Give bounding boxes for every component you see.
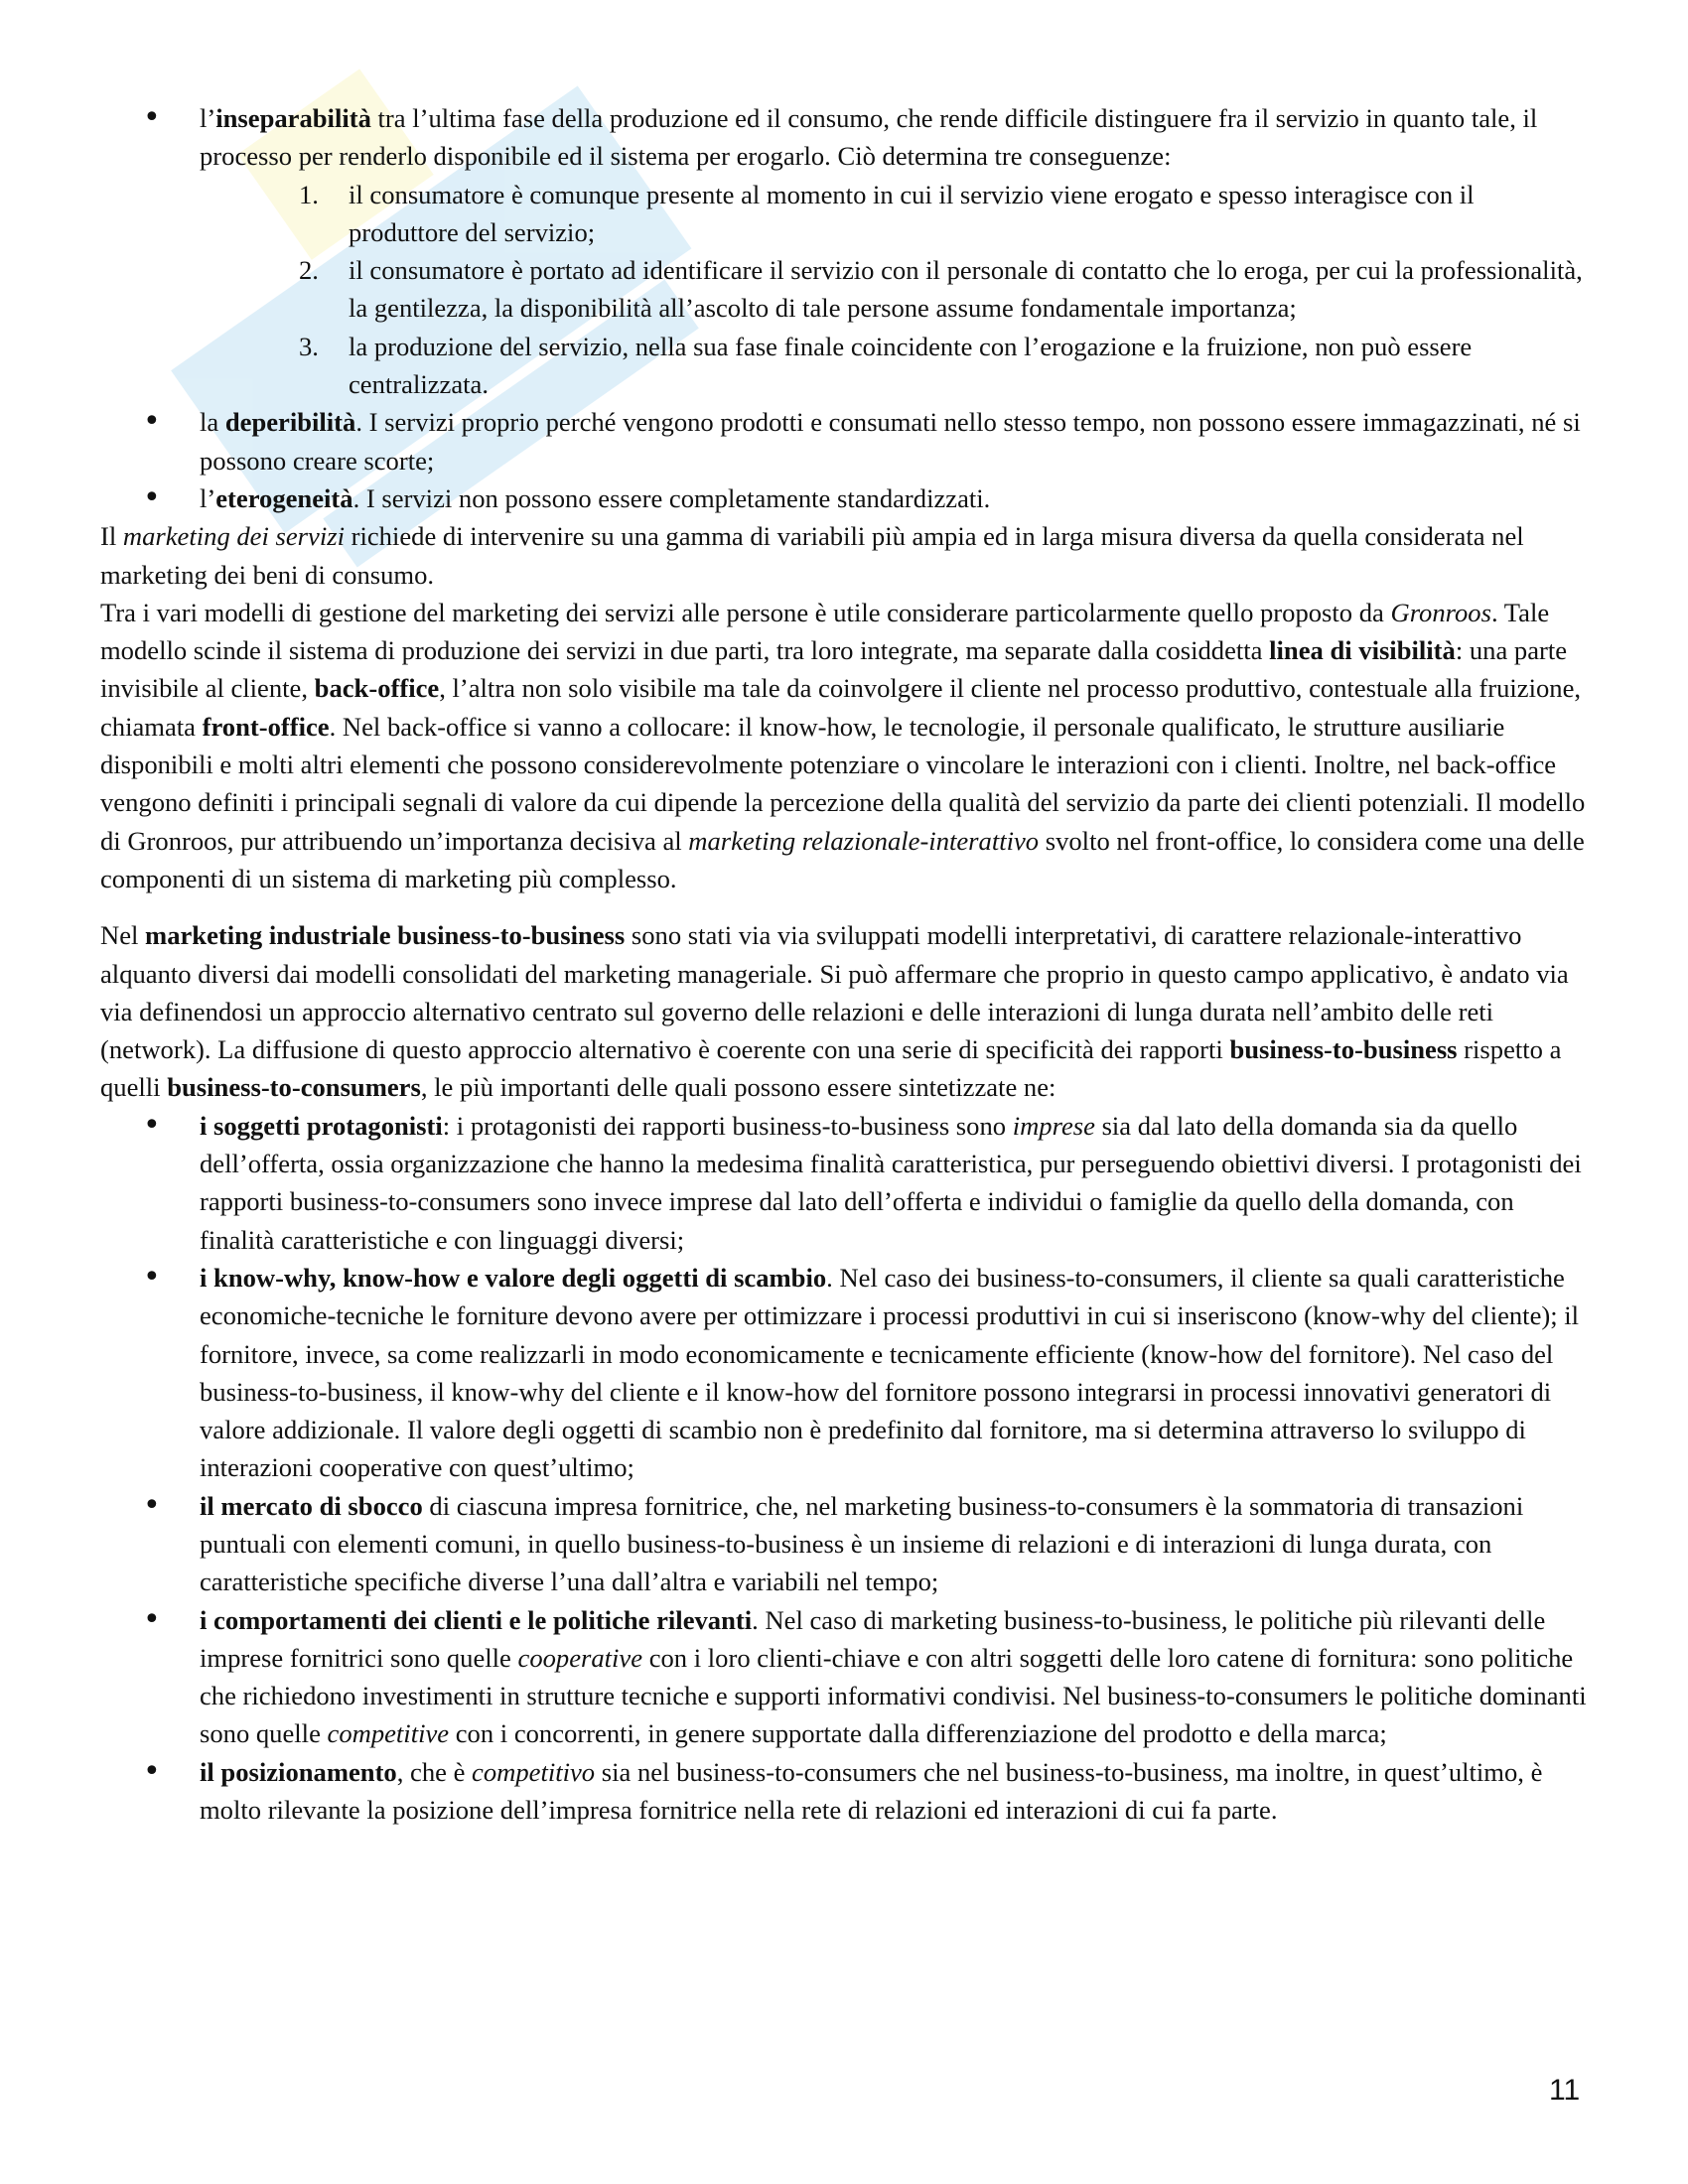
document-page [100,99,1588,1829]
list-item [100,1753,1588,1830]
bullet-text [200,483,990,513]
text-run: svolto nel front-office, lo considera come una delle componenti di un sistema di marketing più complesso. [100,825,1585,893]
bold-text: marketing industriale business-to-business [145,920,626,951]
consequences-list [200,176,1588,404]
text-run: : i protagonisti dei rapporti business-to-business sono [442,1110,1013,1141]
text-run: , l’altra non solo visibile ma tale da coinvolgere il cliente nel processo produttivo, contestuale alla fruizione, chiamata [100,673,1582,742]
bullet-text [200,1491,1523,1597]
bold-text: linea di visibilità [1269,635,1456,666]
text-run: sono stati via via sviluppati modelli interpretativi, di carattere relazionale-interattivo alquanto diversi dai modelli consolidati del marketing manageriale. Si può affermare che proprio in questo campo applicativo, è andato via via definendosi un approccio alternativo centrato sul governo delle relazioni e delle interazioni di lunga durata nell’ambito delle reti (network). La diffusione di questo approccio alternativo è coerente con una serie di specificità dei rapporti [100,920,1569,1065]
bold-text: il mercato di sbocco [200,1490,423,1521]
text-run: sia dal lato della domanda sia da quello dell’offerta, ossia organizzazione che hanno la medesima finalità caratteristica, pur perseguendo obiettivi diversi. I protagonisti dei rapporti business-to-consumers sono invece imprese dal lato dell’offerta e individui o famiglie da quello della domanda, con finalità caratteristiche e con linguaggi diversi; [200,1110,1582,1255]
item-number: 3. [299,331,319,361]
bullet-text [200,1111,1582,1255]
text-run: Nel [100,920,146,951]
item-number: 2. [299,255,319,286]
italic-text: marketing relazionale-interattivo [688,825,1040,856]
list-item [100,328,1588,404]
text-run: . I servizi proprio perché vengono prodotti e consumati nello stesso tempo, non possono essere immagazzinati, né si possono creare scorte; [200,407,1581,476]
text-run: . I servizi non possono essere completamente standardizzati. [352,482,991,513]
text-run: sia nel business-to-consumers che nel business-to-business, ma inoltre, in quest’ultimo, è molto rilevante la posizione dell’impresa fornitrice nella rete di relazioni ed interazioni di cui fa parte. [200,1756,1543,1826]
paragraph-marketing-servizi [100,517,1588,594]
bullet-text [200,1605,1587,1749]
list-item [100,1487,1588,1601]
italic-text: competitive [327,1718,450,1749]
item-text: il consumatore è portato ad identificare il servizio con il personale di contatto che lo eroga, per cui la professionalità, la gentilezza, la disponibilità all’ascolto di tale persone assume fondamentale importanza; [349,255,1583,324]
text-run: con i loro clienti-chiave e con altri soggetti delle loro catene di fornitura: sono politiche che richiedono investimenti in strutture tecniche e supporti informativi condivisi. Nel business-to-consumers le politiche dominanti sono quelle [200,1642,1587,1749]
item-number: 1. [299,179,319,209]
text-run: , che è [396,1756,473,1787]
italic-text: marketing dei servizi [122,521,345,552]
bold-text: front-office [202,711,330,742]
text-run: tra l’ultima fase della produzione ed il consumo, che rende difficile distinguere fra il servizio in quanto tale, il processo per renderlo disponibile ed il sistema per erogarlo. Ciò determina tre conseguenze: [200,103,1538,172]
page-number: 11 [1549,2074,1581,2107]
bold-text: business-to-business [1229,1034,1458,1065]
item-text: il consumatore è comunque presente al momento in cui il servizio viene erogato e spesso interagisce con il produttore del servizio; [349,179,1475,247]
text-run: : una parte invisibile al cliente, [100,635,1568,704]
list-item [100,1259,1588,1487]
list-item [100,99,1588,403]
text-run: . Tale modello scinde il sistema di produzione dei servizi in due parti, tra loro integrate, ma separate dalla cosiddetta [100,597,1550,666]
text-run: l’ [200,482,216,513]
paragraph-b2b [100,916,1588,1106]
bold-text: i soggetti protagonisti [200,1110,443,1141]
text-run: . Nel back-office si vanno a collocare: il know-how, le tecnologie, il personale qualificato, le strutture ausiliarie disponibili e molti altri elementi che possono considerevolmente potenziare o vincolare le interazioni con i clienti. Inoltre, nel back-office vengono definiti i principali segnali di valore da cui dipende la percezione della qualità del servizio da parte dei clienti potenziali. Il modello di Gronroos, pur attribuendo un’importanza decisiva al [100,711,1586,856]
bold-text: i know-why, know-how e valore degli oggetti di scambio [200,1262,827,1293]
list-item [100,1601,1588,1753]
text-run: Il [100,521,123,552]
list-item [100,251,1588,328]
bullet-text [200,407,1581,475]
bullet-text [200,103,1537,171]
text-run: . Nel caso di marketing business-to-business, le politiche più rilevanti delle imprese fornitrici sono quelle [200,1604,1546,1673]
bold-text: back-office [314,673,440,704]
bold-text: business-to-consumers [167,1072,421,1103]
list-item [100,403,1588,479]
b2b-bullet-list [100,1107,1588,1830]
paragraph-gronroos [100,594,1588,897]
text-run: rispetto a quelli [100,1034,1562,1103]
list-item [100,479,1588,517]
bold-text: il posizionamento [200,1756,397,1787]
bullet-text [200,1263,1579,1482]
italic-text: Gronroos [1390,597,1491,627]
list-item [100,1107,1588,1259]
bullet-text [200,1757,1542,1825]
text-run: Tra i vari modelli di gestione del marketing dei servizi alle persone è utile considerare particolarmente quello proposto da [100,597,1391,627]
list-item [100,176,1588,252]
text-run: di ciascuna impresa fornitrice, che, nel marketing business-to-consumers è la sommatoria di transazioni puntuali con elementi comuni, in quello business-to-business è un insieme di relazioni e di interazioni di lunga durata, con caratteristiche specifiche diverse l’una dall’altra e variabili nel tempo; [200,1490,1524,1597]
item-text: la produzione del servizio, nella sua fase finale coincidente con l’erogazione e la fruizione, non può essere centralizzata. [349,331,1473,400]
italic-text: cooperative [517,1642,643,1673]
bold-text: eterogeneità [215,482,353,513]
text-run: con i concorrenti, in genere supportate dalla differenziazione del prodotto e della marca; [449,1718,1387,1749]
intro-bullet-list [100,99,1588,517]
text-run: . Nel caso dei business-to-consumers, il cliente sa quali caratteristiche economiche-tecniche le forniture devono avere per ottimizzare i processi produttivi in cui si inseriscono (know-why del cliente); il fornitore, invece, sa come realizzarli in modo economicamente e tecnicamente efficiente (know-how del fornitore). Nel caso del business-to-business, il know-why del cliente e il know-how del fornitore possono integrarsi in processi innovativi generatori di valore addizionale. Il valore degli oggetti di scambio non è predefinito dal fornitore, ma si determina attraverso lo sviluppo di interazioni cooperative con quest’ultimo; [200,1262,1580,1483]
bold-text: i comportamenti dei clienti e le politiche rilevanti [200,1604,753,1635]
text-run: la [200,407,225,438]
bold-text: deperibilità [224,407,356,438]
bold-text: inseparabilità [215,103,371,133]
italic-text: competitivo [472,1756,596,1787]
text-run: richiede di intervenire su una gamma di variabili più ampia ed in larga misura diversa da quella considerata nel marketing dei beni di consumo. [100,521,1524,590]
italic-text: imprese [1012,1110,1095,1141]
text-run: , le più importanti delle quali possono essere sintetizzate ne: [420,1072,1056,1103]
text-run: l’ [200,103,216,133]
